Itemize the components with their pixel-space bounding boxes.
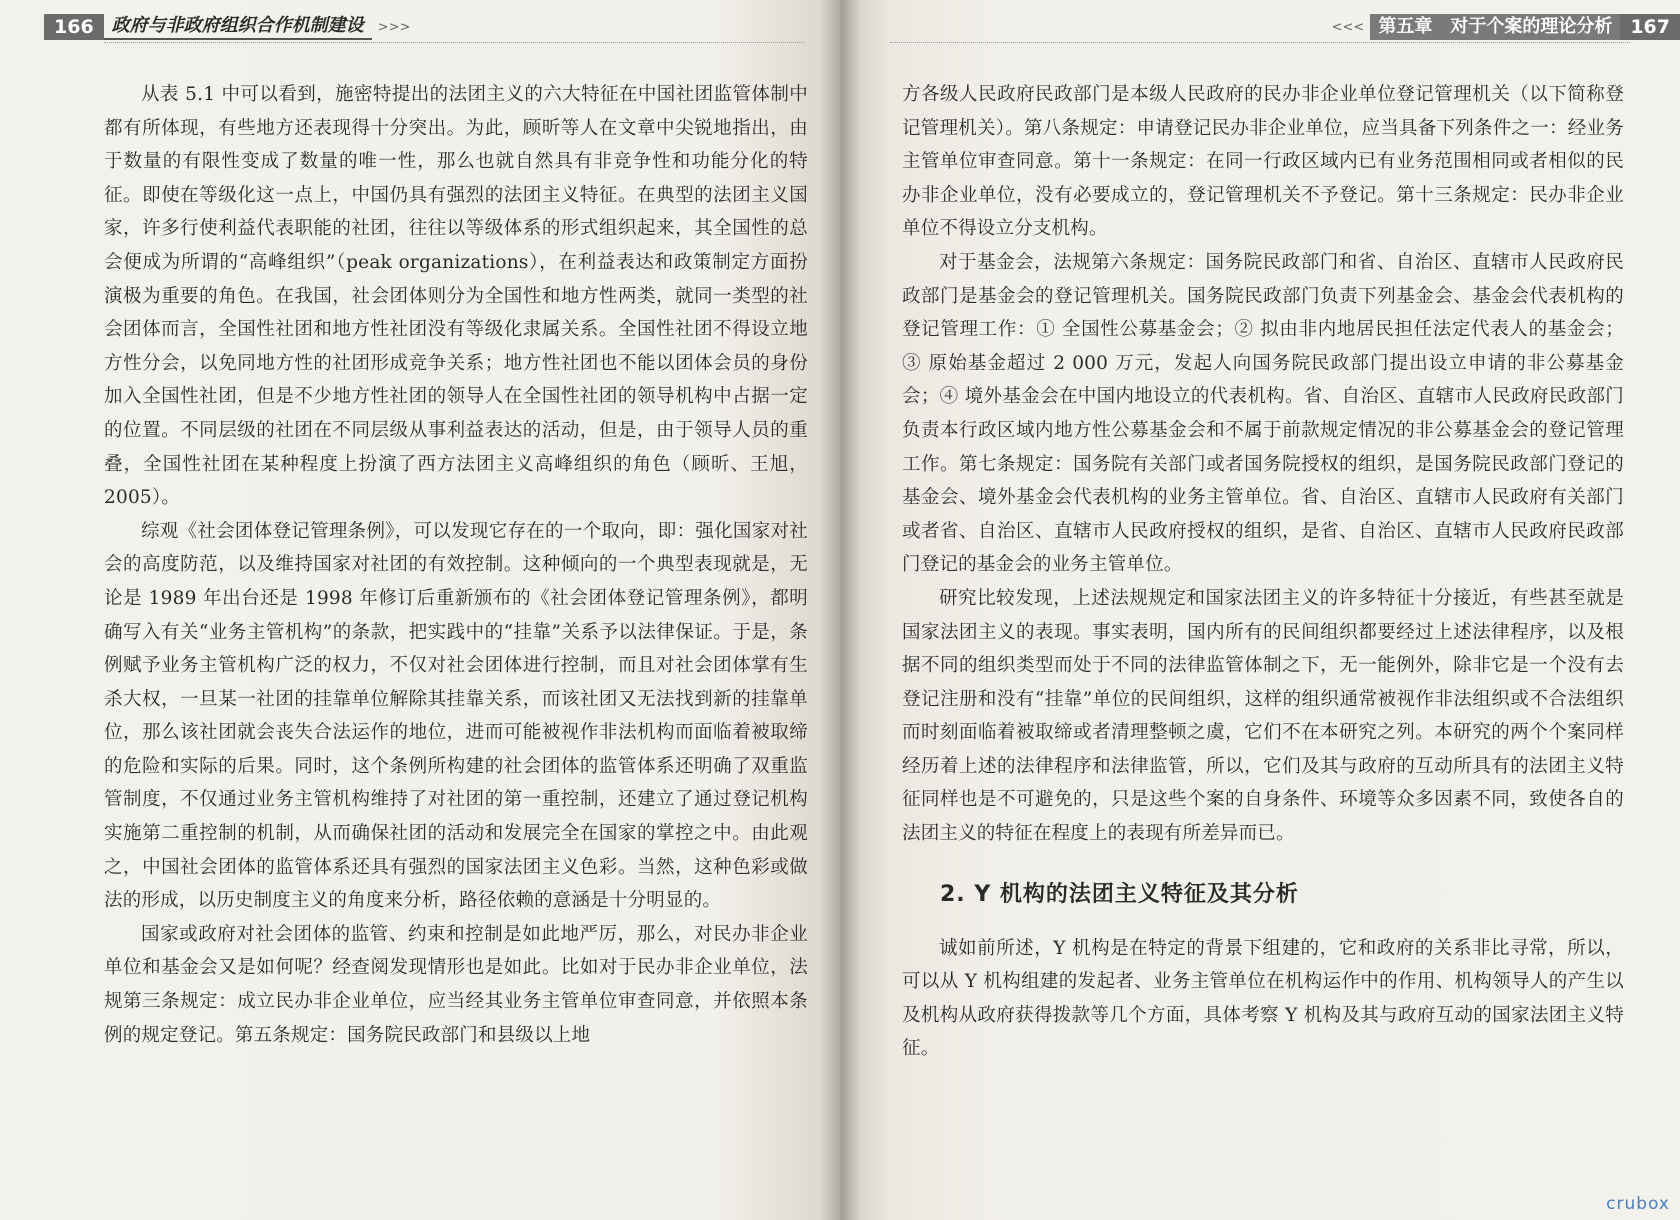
left-paragraph-1: 从表 5.1 中可以看到，施密特提出的法团主义的六大特征在中国社团监管体制中都有所体现，有些地方还表现得十分突出。为此，顾昕等人在文章中尖锐地指出，由于数量的有限性变成了数量的唯一性，那么也就自然具有非竞争性和功能分化的特征。即使在等级化这一点上，中国仍具有强烈的法团主义特征。在典型的法团主义国家，许多行使利益代表职能的社团，往往以等级体系的形式组织起来，其全国性的总会便成为所谓的“高峰组织”（peak organizations），在利益表达和政策制定方面扮演极为重要的角色。在我国，社会团体则分为全国性和地方性两类，就同一类型的社会团体而言，全国性社团和地方性社团没有等级化隶属关系。全国性社团不得设立地方性分会，以免同地方性的社团形成竞争关系；地方性社团也不能以团体会员的身份加入全国性社团，但是不少地方性社团的领导人在全国性社团的领导机构中占据一定的位置。不同层级的社团在不同层级从事利益表达的活动，但是，由于领导人员的重叠，全国性社团在某种程度上扮演了西方法团主义高峰组织的角色（顾昕、王旭，2005）。 — [104, 84, 808, 509]
right-body-text — [902, 78, 1624, 1066]
right-paragraph-3: 研究比较发现，上述法规规定和国家法团主义的许多特征十分接近，有些甚至就是国家法团主义的表现。事实表明，国内所有的民间组织都要经过上述法律程序，以及根据不同的组织类型而处于不同的法律监管体制之下，无一能例外，除非它是一个没有去登记注册和没有“挂靠”单位的民间组织，这样的组织通常被视作非法组织或不合法组织而时刻面临着被取缔或者清理整顿之虞，它们不在本研究之列。本研究的两个个案同样经历着上述的法律程序和法律监管，所以，它们及其与政府的互动所具有的法团主义特征同样也是不可避免的，只是这些个案的自身条件、环境等众多因素不同，致使各自的法团主义的特征在程度上的表现有所差异而已。 — [902, 587, 1624, 845]
left-paragraph-2: 综观《社会团体登记管理条例》，可以发现它存在的一个取向，即：强化国家对社会的高度防范，以及维持国家对社团的有效控制。这种倾向的一个典型表现就是，无论是 1989 年出台还是 1998 年修订后重新颁布的《社会团体登记管理条例》，都明确写入有关“业务主管机构”的条款，把实践中的“挂靠”关系予以法律保证。于是，条例赋予业务主管机构广泛的权力，不仅对社会团体进行控制，而且对社会团体掌有生杀大权，一旦某一社团的挂靠单位解除其挂靠关系，而该社团又无法找到新的挂靠单位，那么该社团就会丧失合法运作的地位，进而可能被视作非法机构而面临着被取缔的危险和实际的后果。同时，这个条例所构建的社会团体的监管体系还明确了双重监管制度，不仅通过业务主管机构维持了对社团的第一重控制，还建立了通过登记机构实施第二重控制的机制，从而确保社团的活动和发展完全在国家的掌控之中。由此观之，中国社会团体的监管体系还具有强烈的国家法团主义色彩。当然，这种色彩或做法的形成，以历史制度主义的角度来分析，路径依赖的意涵是十分明显的。 — [104, 520, 808, 912]
section-heading: 2. Y 机构的法团主义特征及其分析 — [940, 881, 1299, 907]
right-paragraph-2: 对于基金会，法规第六条规定：国务院民政部门和省、自治区、直辖市人民政府民政部门是基金会的登记管理机关。国务院民政部门负责下列基金会、基金会代表机构的登记管理工作：① 全国性公募基金会；② 拟由非内地居民担任法定代表人的基金会；③ 原始基金超过 2 000 万元，发起人向国务院民政部门提出设立申请的非公募基金会；④ 境外基金会在中国内地设立的代表机构。省、自治区、直辖市人民政府民政部门负责本行政区域内地方性公募基金会和不属于前款规定情况的非公募基金会的登记管理工作。第七条规定：国务院有关部门或者国务院授权的组织，是国务院民政部门登记的基金会、境外基金会代表机构的业务主管单位。省、自治区、直辖市人民政府有关部门或者省、自治区、直辖市人民政府授权的组织，是省、自治区、直辖市人民政府民政部门登记的基金会的业务主管单位。 — [902, 251, 1624, 576]
right-running-title: 第五章 对于个案的理论分析 — [1370, 14, 1620, 40]
left-running-header — [44, 14, 804, 40]
watermark: crubox — [1606, 1194, 1670, 1214]
right-running-arrows: <<< — [1331, 19, 1365, 35]
left-page-number: 166 — [44, 14, 104, 40]
right-header-rule — [890, 42, 1630, 43]
left-running-title: 政府与非政府组织合作机制建设 — [104, 14, 372, 40]
left-header-rule — [104, 42, 804, 43]
section-paragraph-1: 诚如前所述，Y 机构是在特定的背景下组建的，它和政府的关系非比寻常，所以，可以从 Y 机构组建的发起者、业务主管单位在机构运作中的作用、机构领导人的产生以及机构从政府获得拨款等几个方面，具体考察 Y 机构及其与政府互动的国家法团主义特征。 — [902, 937, 1624, 1060]
left-paragraph-3: 国家或政府对社会团体的监管、约束和控制是如此地严厉，那么，对民办非企业单位和基金会又是如何呢？经查阅发现情形也是如此。比如对于民办非企业单位，法规第三条规定：成立民办非企业单位，应当经其业务主管单位审查同意，并依照本条例的规定登记。第五条规定：国务院民政部门和县级以上地 — [104, 923, 808, 1046]
right-page — [840, 0, 1680, 1220]
left-body-text — [104, 78, 808, 1052]
right-paragraph-1: 方各级人民政府民政部门是本级人民政府的民办非企业单位登记管理机关（以下简称登记管理机关）。第八条规定：申请登记民办非企业单位，应当具备下列条件之一：经业务主管单位审查同意。第十一条规定：在同一行政区域内已有业务范围相同或者相似的民办非企业单位，没有必要成立的，登记管理机关不予登记。第十三条规定：民办非企业单位不得设立分支机构。 — [902, 84, 1624, 240]
book-gutter-shadow — [820, 0, 860, 1220]
right-page-number: 167 — [1620, 14, 1680, 40]
left-running-arrows: >>> — [377, 19, 411, 35]
right-running-header — [880, 14, 1680, 40]
